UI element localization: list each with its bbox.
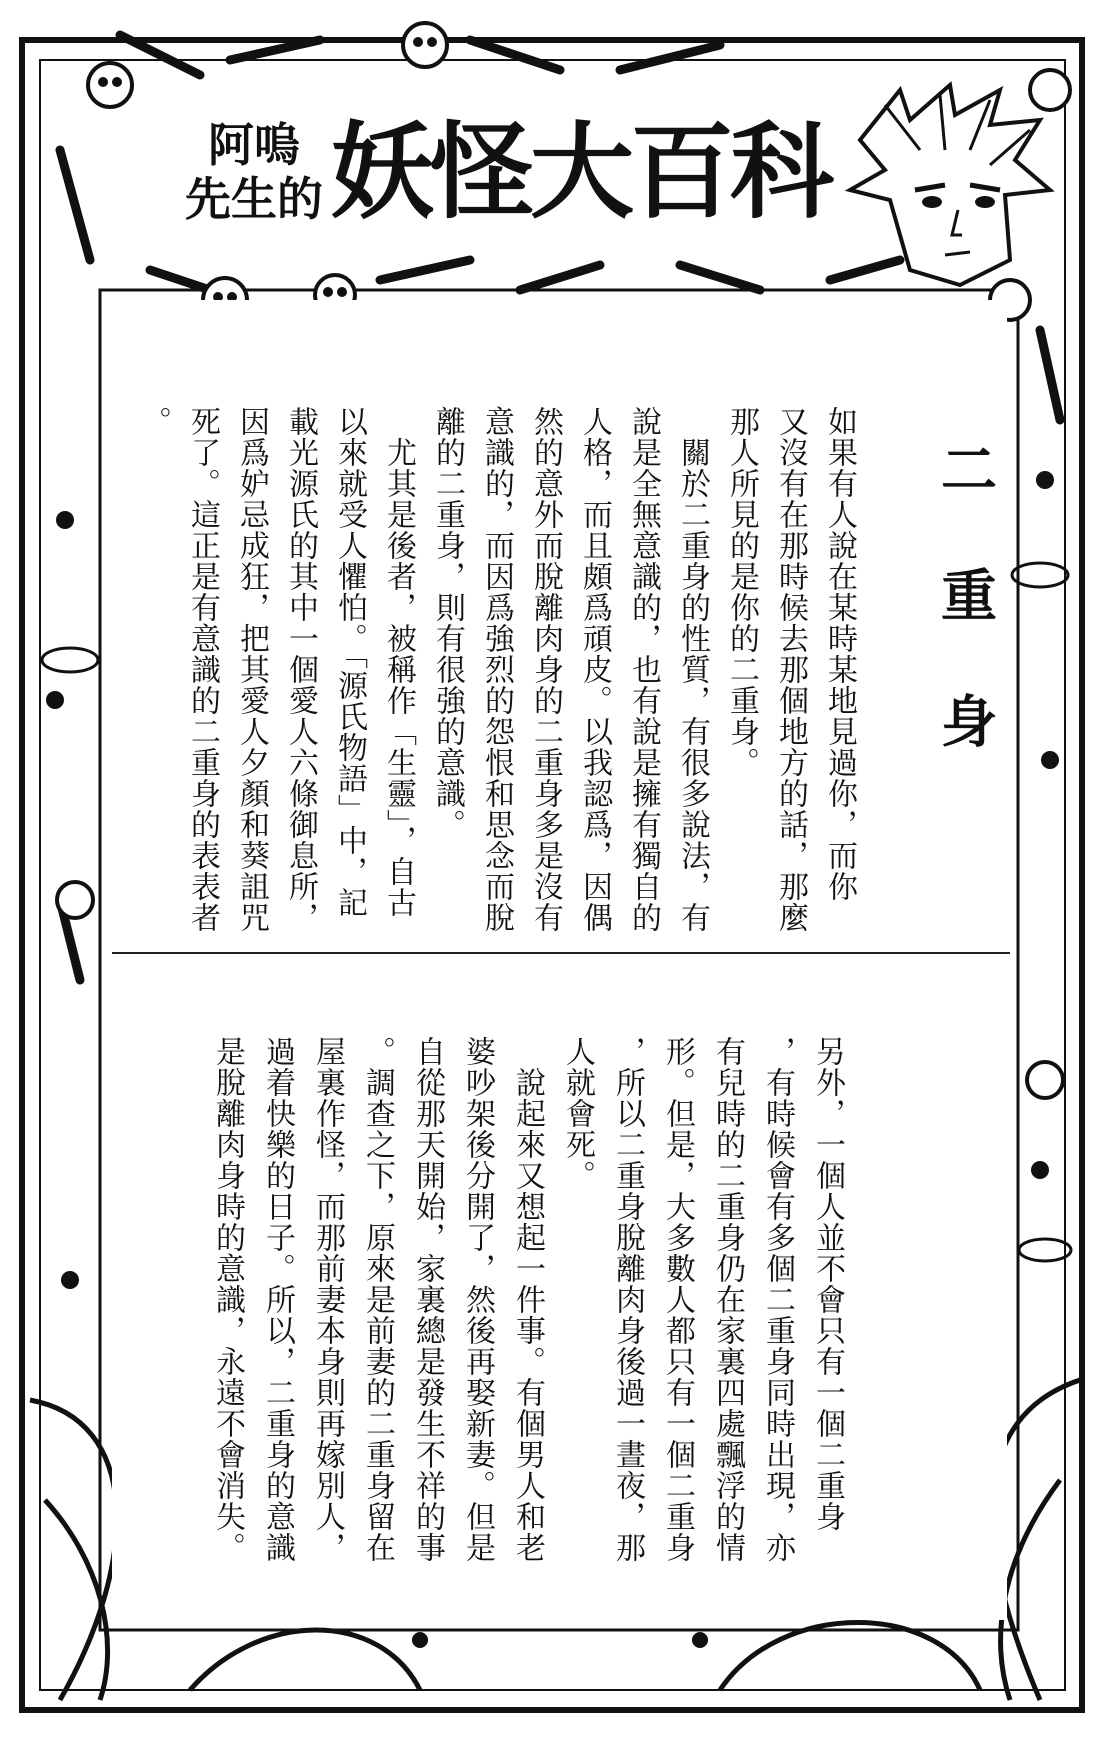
text-column: 自從那天開始，家裏總是發生不祥的事 <box>410 1036 445 1563</box>
text-column: 以來就受人懼怕。「源氏物語」中，記 <box>332 406 367 918</box>
text-column: 如果有人說在某時某地見過你，而你 <box>822 406 857 902</box>
section-divider <box>112 952 1010 954</box>
text-column: 。 <box>136 406 171 437</box>
text-column: 人格，而且頗爲頑皮。以我認爲，因偶 <box>577 406 612 933</box>
text-column: 因爲妒忌成狂，把其愛人夕顏和葵詛咒 <box>234 406 269 933</box>
text-column: 載光源氏的其中一個愛人六條御息所， <box>283 406 318 933</box>
text-column: 那人所見的是你的二重身。 <box>724 406 759 778</box>
text-column: 。調查之下，原來是前妻的二重身留在 <box>360 1036 395 1563</box>
text-column: ，有時候會有多個二重身同時出現，亦 <box>760 1036 795 1563</box>
title-prefix-line2: 先生的 <box>185 172 323 226</box>
text-column: 屋裏作怪，而那前妻本身則再嫁別人， <box>310 1036 345 1563</box>
text-column: 說是全無意識的，也有說是擁有獨自的 <box>626 406 661 933</box>
text-column: 形。但是，大多數人都只有一個二重身 <box>660 1036 695 1563</box>
character-portrait-illustration <box>840 80 1060 290</box>
text-column: 婆吵架後分開了，然後再娶新妻。但是 <box>460 1036 495 1563</box>
text-column: 是脫離肉身時的意識，永遠不會消失。 <box>210 1036 245 1563</box>
text-column: 有兒時的二重身仍在家裏四處飄浮的情 <box>710 1036 745 1563</box>
text-column: 離的二重身，則有很強的意識。 <box>430 406 465 840</box>
title-prefix-line1: 阿嗚 <box>208 118 300 172</box>
article-top-text <box>129 406 864 946</box>
text-column: 關於二重身的性質，有很多說法，有 <box>675 406 710 933</box>
text-column: 死了。這正是有意識的二重身的表表者 <box>185 406 220 933</box>
article-bottom-text <box>202 1036 852 1596</box>
text-column: 過着快樂的日子。所以，二重身的意識 <box>260 1036 295 1563</box>
title-prefix <box>185 118 323 226</box>
text-column: ，所以二重身脫離肉身後過一晝夜，那 <box>610 1036 645 1563</box>
text-column: 人就會死。 <box>560 1036 595 1191</box>
text-column: 尤其是後者，被稱作「生靈」，自古 <box>381 406 416 918</box>
text-column: 意識的，而因爲強烈的怨恨和思念而脫 <box>479 406 514 933</box>
text-column: 另外，一個人並不會只有一個二重身 <box>810 1036 845 1532</box>
text-column: 又沒有在那時候去那個地方的話，那麼 <box>773 406 808 933</box>
page-title: 妖怪大百科 <box>330 111 831 233</box>
text-column: 說起來又想起一件事。有個男人和老 <box>510 1036 545 1563</box>
article-heading: 二重身 <box>932 440 998 818</box>
text-column: 然的意外而脫離肉身的二重身多是沒有 <box>528 406 563 933</box>
